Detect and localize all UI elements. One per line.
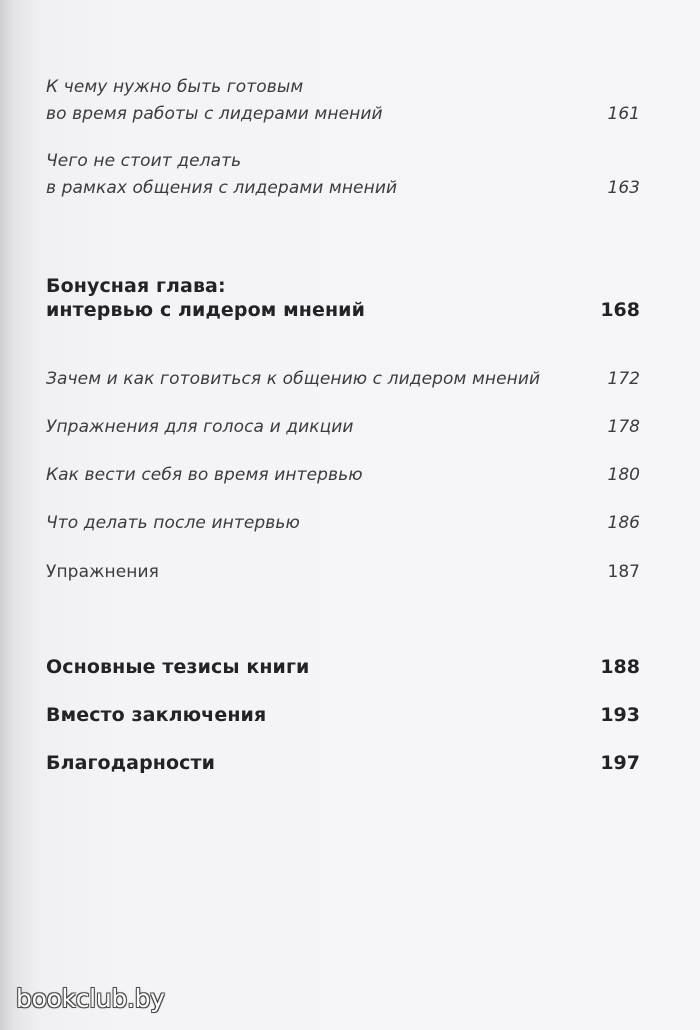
toc-entry-page-number: 187 (607, 562, 640, 582)
toc-entry (46, 510, 640, 537)
toc-entry-title (46, 74, 383, 128)
toc-chapter-title: Благодарности (46, 752, 216, 774)
toc-entry (46, 462, 640, 489)
toc-entry-page-number: 186 (607, 513, 640, 533)
toc-chapter-page-number: 168 (600, 299, 640, 321)
toc-chapter-page-number: 188 (600, 656, 640, 678)
toc-entry-title-line: Бонусная глава: (46, 275, 226, 297)
toc-entry-title (46, 148, 397, 202)
toc-chapter-page-number: 197 (600, 752, 640, 774)
toc-chapter-entry (46, 274, 640, 322)
toc-entry (46, 559, 640, 586)
toc-chapter-page-number: 193 (600, 704, 640, 726)
toc-chapter-entry (46, 655, 640, 679)
toc-entry-page-number: 161 (607, 104, 640, 124)
toc-entry-title: Как вести себя во время интервью (46, 465, 363, 485)
toc-entry-page-number: 163 (607, 178, 640, 198)
toc-entry-page-number: 178 (607, 417, 640, 437)
toc-entry (46, 366, 640, 393)
toc-entry-title-line: в рамках общения с лидерами мнений (46, 178, 398, 198)
toc-entry-page-number: 180 (607, 465, 640, 485)
toc-entry-title-line: интервью с лидером мнений (46, 299, 365, 321)
toc-chapter-title: Основные тезисы книги (46, 656, 310, 678)
toc-entry-title: Зачем и как готовиться к общению с лидером мнений (46, 369, 541, 389)
toc-chapter-title (46, 274, 365, 322)
watermark: bookclub.by (16, 984, 165, 1013)
toc-chapter-entry (46, 703, 640, 727)
toc-entry-title: Упражнения для голоса и дикции (46, 417, 354, 437)
toc-entry (46, 74, 640, 128)
toc-entry-title-line: К чему нужно быть готовым (46, 77, 304, 97)
toc-entry-title-line: Чего не стоит делать (46, 151, 242, 171)
toc-entry-page-number: 172 (607, 369, 640, 389)
toc-chapter-title: Вместо заключения (46, 704, 267, 726)
toc-entry (46, 414, 640, 441)
toc-entry-title: Что делать после интервью (46, 513, 300, 533)
toc-entry (46, 148, 640, 202)
toc-chapter-entry (46, 751, 640, 775)
toc-entry-title-line: во время работы с лидерами мнений (46, 104, 383, 124)
toc-entry-title: Упражнения (46, 562, 159, 582)
